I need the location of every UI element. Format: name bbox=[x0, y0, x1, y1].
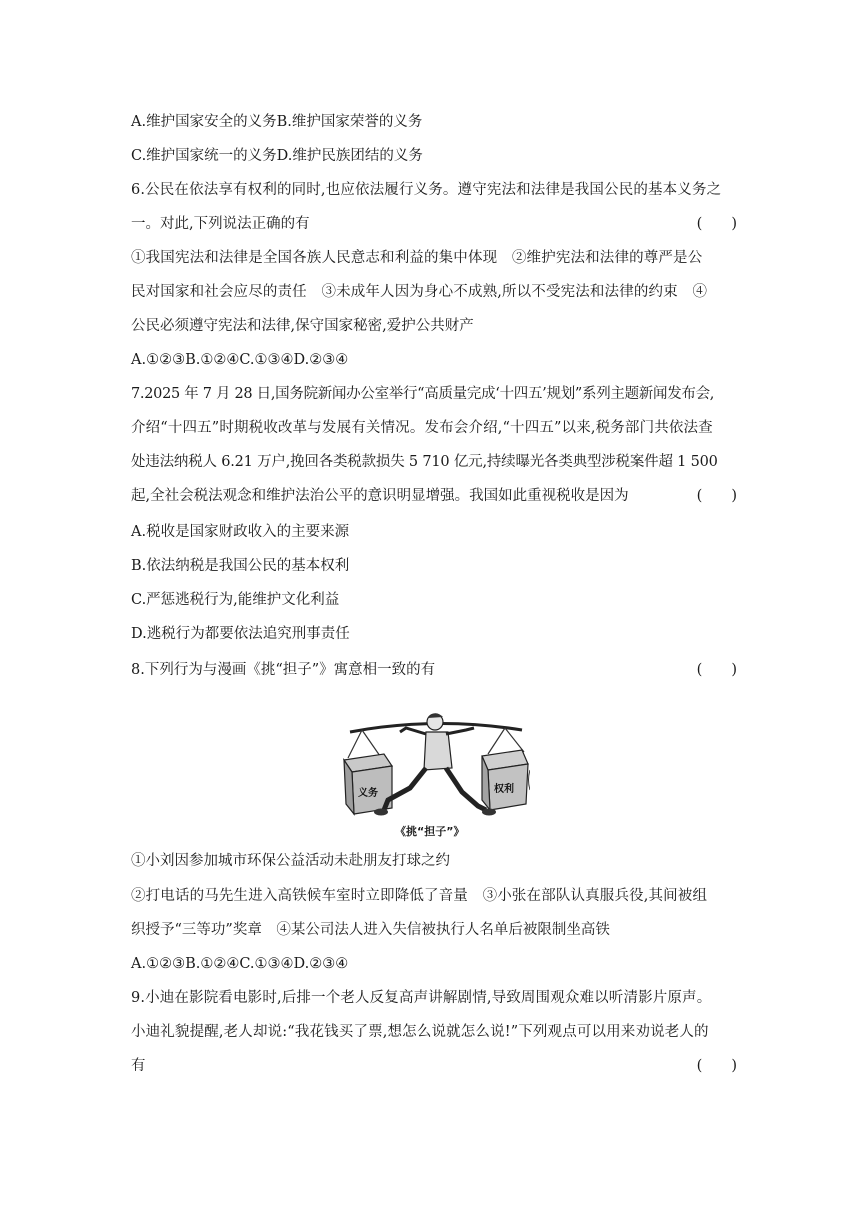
running-man-figure bbox=[374, 713, 496, 815]
left-box-label: 义务 bbox=[358, 788, 378, 799]
q7-stem-line-1: 7.2025 年 7 月 28 日,国务院新闻办公室举行“高质量完成‘十四五’规划”系列主题新闻发布会, bbox=[131, 386, 715, 402]
q7-option-b: B.依法纳税是我国公民的基本权利 bbox=[131, 558, 350, 574]
right-box bbox=[482, 750, 528, 810]
q5-options-line-1: A.维护国家安全的义务B.维护国家荣誉的义务 bbox=[131, 114, 423, 130]
q8-answer-paren: ( ) bbox=[696, 662, 737, 678]
q9-answer-paren: ( ) bbox=[696, 1058, 737, 1074]
q9-stem-line-1: 9.小迪在影院看电影时,后排一个老人反复高声讲解剧情,导致周围观众难以听清影片原声。 bbox=[131, 990, 712, 1006]
left-rope-outer bbox=[348, 730, 362, 758]
q6-choices: A.①②③B.①②④C.①③④D.②③④ bbox=[131, 352, 349, 368]
q6-answer-paren: ( ) bbox=[696, 216, 737, 232]
q6-stem-text: 一。对此,下列说法正确的有 bbox=[131, 216, 310, 232]
q6-statements-line-1: ①我国宪法和法律是全国各族人民意志和利益的集中体现 ②维护宪法和法律的尊严是公 bbox=[131, 250, 703, 266]
q7-answer-paren: ( ) bbox=[696, 488, 737, 504]
q7-option-a: A.税收是国家财政收入的主要来源 bbox=[131, 524, 350, 540]
q9-stem-line-2: 小迪礼貌提醒,老人却说:“我花钱买了票,想怎么说就怎么说!”下列观点可以用来劝说老人的 bbox=[131, 1024, 709, 1040]
q8-stem-line bbox=[131, 660, 737, 680]
q6-stem-line-2 bbox=[131, 214, 737, 234]
q8-stem-text: 8.下列行为与漫画《挑“担子”》寓意相一致的有 bbox=[131, 662, 436, 678]
q7-option-d: D.逃税行为都要依法追究刑事责任 bbox=[131, 626, 350, 642]
right-rope-inner bbox=[488, 728, 505, 754]
motion-line bbox=[529, 770, 531, 790]
right-rope-outer bbox=[505, 728, 524, 752]
q7-stem-line-2: 介绍“十四五”时期税收改革与发展有关情况。发布会介绍,“十四五”以来,税务部门共依法查 bbox=[131, 420, 713, 436]
q7-stem-text: 起,全社会税法观念和维护法治公平的意识明显增强。我国如此重视税收是因为 bbox=[131, 488, 629, 504]
figure-caption: 《挑“担子”》 bbox=[395, 825, 465, 838]
q8-choices: A.①②③B.①②④C.①③④D.②③④ bbox=[131, 956, 349, 972]
q7-stem-line-4 bbox=[131, 486, 737, 506]
right-box-label: 权利 bbox=[494, 784, 514, 795]
q8-statements-line-1: ①小刘因参加城市环保公益活动未赴朋友打球之约 bbox=[131, 853, 450, 869]
q8-statements-line-3: 织授予“三等功”奖章 ④某公司法人进入失信被执行人名单后被限制坐高铁 bbox=[131, 922, 610, 938]
q6-stem-line-1: 6.公民在依法享有权利的同时,也应依法履行义务。遵守宪法和法律是我国公民的基本义务之 bbox=[131, 182, 722, 198]
q6-statements-line-2: 民对国家和社会应尽的责任 ③未成年人因为身心不成熟,所以不受宪法和法律的约束 ④ bbox=[131, 284, 708, 300]
left-rope-inner bbox=[362, 730, 380, 756]
q5-options-line-2: C.维护国家统一的义务D.维护民族团结的义务 bbox=[131, 148, 423, 164]
q9-stem-text: 有 bbox=[131, 1058, 146, 1074]
q7-option-c: C.严惩逃税行为,能维护文化利益 bbox=[131, 592, 340, 608]
q7-stem-line-3: 处违法纳税人 6.21 万户,挽回各类税款损失 5 710 亿元,持续曝光各类典型涉税案件超 1 500 bbox=[131, 454, 718, 470]
q8-statements-line-2: ②打电话的马先生进入高铁候车室时立即降低了音量 ③小张在部队认真服兵役,其间被组 bbox=[131, 888, 708, 904]
q9-stem-line-3 bbox=[131, 1056, 737, 1076]
q6-statements-line-3: 公民必须遵守宪法和法律,保守国家秘密,爱护公共财产 bbox=[131, 318, 474, 334]
